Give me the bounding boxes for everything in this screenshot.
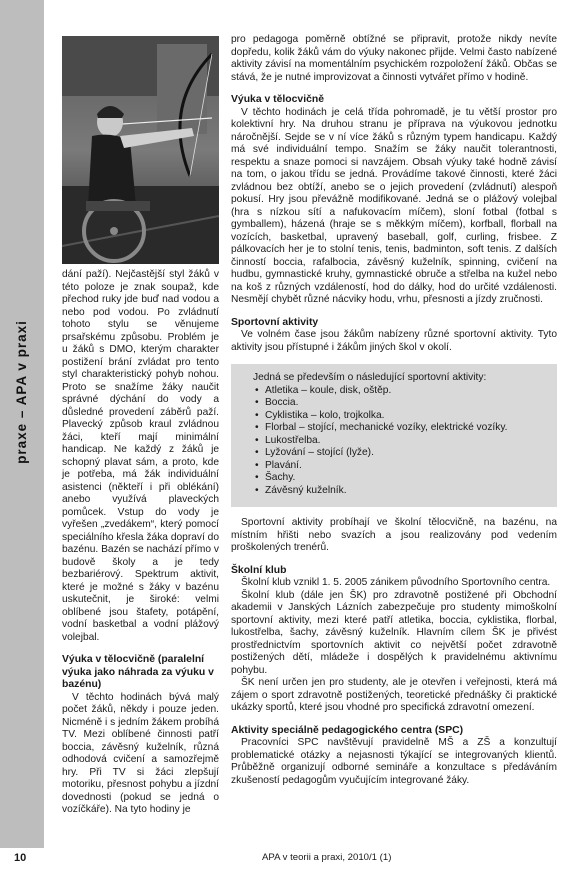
heading-spc: Aktivity speciálně pedagogického centra (SPC) <box>231 724 464 736</box>
paragraph-sport-venues: Sportovní aktivity probíhají ve školní tělocvičně, na bazénu, na místním hřišti nebo svazích a jsou realizovány pod vedením proškolených trenérů. <box>231 517 557 553</box>
archer-photo <box>62 36 219 264</box>
list-item: • Plavání. <box>255 460 545 473</box>
sport-activities-box <box>231 364 557 507</box>
box-intro: Jedná se především o následující sportovní aktivity: <box>253 372 487 383</box>
paragraph-swimming-styles: dání paží). Nejčastější styl žáků v této poloze je znak soupaž, kde přechod ruky jde buď nad vodou a nebo pod vodou. Po zvládnutí tohoto stylu se věnujeme prsařskému způsobu. Problém je u žáků s DMO, kterým charakter postižení brání zvládat pro tento styl charakteristický pohyb nohou. Proto se snažíme žáky naučit správné dýchání do vody a důsledné provedení záběrů paží. Plavecký způsob kraul zvládnou žáci, kteří mají minimální handicap. Ne každý z žáků je schopný plavat sám, a proto, kde je potřeba, má žák individuální asistenci (někteří i při oblékání) anebo využívá plaveckých pomůcek. Vstup do vody je vyřešen „zvedákem“, který pomocí speciálního křesla žáka dopraví do bazénu. Bazén se nachází přímo v budově školy a je tedy bezbariérový. Spektrum aktivit, které je možné s žáky v bazénu uskutečnit, je široké: velmi oblíbené jsou štafety, potápění, vodní basketbal a vodní plážový volejbal. <box>62 269 219 643</box>
page-number: 10 <box>14 852 27 864</box>
paragraph-club-activities: Školní klub (dále jen ŠK) pro zdravotně postižené při Obchodní akademii v Janských Lázních zabezpečuje pro studenty mimoškolní sportovní aktivity, mezi které patří atletika, boccia, cyklistika, florbal, lukostřelba, šachy, závěsný kuželník. Hlavním cílem ŠK je přivést prostřednictvím sportovních aktivit co největší počet zdravotně postižených dětí, mládeže i dospělých k pravidelnému aktivnímu pohybu. <box>231 589 557 676</box>
right-column <box>231 34 557 787</box>
list-item: • Atletika – koule, disk, oštěp. <box>255 385 545 398</box>
left-column <box>62 269 219 817</box>
heading-sport-activities: Sportovní aktivity <box>231 316 319 328</box>
list-item: • Závěsný kuželník. <box>255 485 545 498</box>
heading-gym-lessons: Výuka v tělocvičně <box>231 94 324 105</box>
archer-image <box>62 36 219 264</box>
paragraph-sport-activities: Ve volném čase jsou žákům nabízeny různé sportovní aktivity. Tyto aktivity jsou přístupné i žákům jiných škol v okolí. <box>231 329 557 353</box>
paragraph-spc: Pracovníci SPC navštěvují pravidelně MŠ a ZŠ a konzultují problematické otázky a nejasnosti týkající se integrovaných klientů. Průběžně organizují odborné semináře a konzultace s předáváním zkušeností pedagogům vyučujícím integrované žáky. <box>231 737 557 786</box>
paragraph-gym-parallel: V těchto hodinách bývá malý počet žáků, někdy i pouze jeden. Nicméně i s jedním žákem probíhá TV. Mezi oblíbené činnosti patří boccia, závěsný kuželník, různá odhodová cvičení a samozřejmě hry. Při TV si žáci zlepšují motoriku, přesnost pohybu a jízdní dovednosti (pokud se jedná o vozíčkáře). Na tyto hodiny je <box>62 691 219 815</box>
heading-gym-parallel: Výuka v tělocvičně (paralelní výuka jako náhrada za výuku v bazénu) <box>62 654 214 690</box>
sport-activities-list <box>243 385 545 498</box>
heading-school-club: Školní klub <box>231 564 287 576</box>
journal-citation: APA v teorii a praxi, 2010/1 (1) <box>262 852 392 863</box>
list-item: • Boccia. <box>255 397 545 410</box>
list-item: • Florbal – stojící, mechanické vozíky, elektrické vozíky. <box>255 422 545 435</box>
section-label: praxe – APA v praxi <box>13 320 29 464</box>
list-item: • Šachy. <box>255 472 545 485</box>
paragraph-club-public: ŠK není určen jen pro studenty, ale je otevřen i veřejnosti, která má zájem o sport zdravotně postižených, teoretické přednášky či praktické ukázky sportů, které jsou vhodné pro specifická zdravotní omezení. <box>231 677 557 713</box>
list-item: • Cyklistika – kolo, trojkolka. <box>255 410 545 423</box>
list-item: • Lyžování – stojící (lyže). <box>255 447 545 460</box>
paragraph-club-founded: Školní klub vznikl 1. 5. 2005 zánikem původního Sportovního centra. <box>241 577 551 588</box>
paragraph-continuation: pro pedagoga poměrně obtížné se připravit, protože nikdy nevíte dopředu, kolik žáků vám do výuky nakonec přijde. Velmi často nabízené aktivity závisí na momentálním psychickém rozpoložení žáků. Občas se stává, že je nutné improvizovat a činnosti vytvářet přímo v hodině. <box>231 34 557 83</box>
sidebar-band <box>0 0 44 848</box>
paragraph-gym-lessons: V těchto hodinách je celá třída pohromadě, je tu větší prostor pro kolektivní hry. Na druhou stranu je příprava na výukovou jednotku náročnější. Sejde se v ní více žáků s různým typem handicapu. Každý má své individuální tempo. Snažím se žáky naučit tolerantnosti, respektu a snaze pomoci si navzájem. Obsah výuky také hodně závisí na tom, o jakou třídu se jedná. Provádíme takové činnosti, které žáci zvládnou bez obtíží, anebo se o jejich provedení (zvládnutí) alespoň pokusí. Hry jsou převážně modifikované. Jedná se o plážový volejbal (hra s nízkou sítí a nafukovacím míčem), sloní fotbal (fotbal s gymballem), házená (hraje se s měkkým míčem), korfball, florball na vozících, basketbal, upravený baseball, golf, curling, frisbee. Z pálkovacích her je to stolní tenis, tenis, badminton, soft tenis. Z dalších činností boccia, rafalbocia, závěsný kuželník, spinning, cvičení na hudbu, gymnastické kruhy, gymnastické obruče a střelba na kužel nebo na koš z různých vzdáleností, hod do dálky, hod do určité vzdálenosti. Nesmějí chybět různé nácviky hodu, vrhu, přesnosti a jízdy zručnosti. <box>231 106 557 305</box>
list-item: • Lukostřelba. <box>255 435 545 448</box>
